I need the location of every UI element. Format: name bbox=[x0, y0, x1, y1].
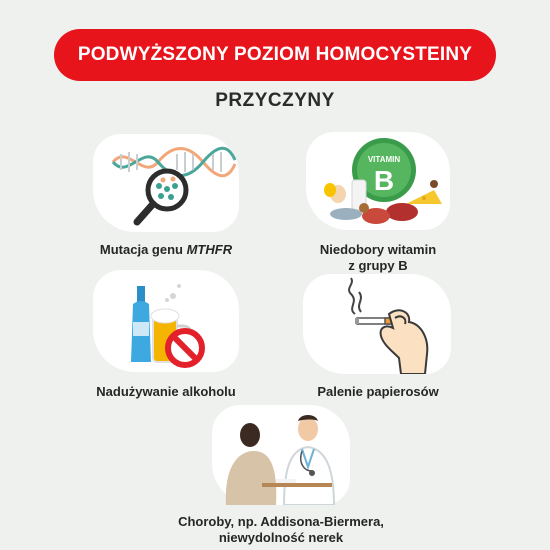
section-subtitle: PRZYCZYNY bbox=[215, 90, 335, 111]
cigarette-hand-icon bbox=[303, 274, 451, 374]
vitamin-letter: B bbox=[373, 165, 395, 196]
vitamin-b-food-icon bbox=[306, 132, 450, 230]
vitamin-word: VITAMIN bbox=[367, 155, 401, 164]
caption-smoking: Palenie papierosów bbox=[317, 384, 439, 399]
caption-alcohol: Nadużywanie alkoholu bbox=[96, 384, 236, 399]
page-title: PODWYŻSZONY POZIOM HOMOCYSTEINY bbox=[77, 44, 473, 65]
alcohol-prohibited-icon bbox=[93, 270, 239, 372]
dna-magnifier-icon bbox=[93, 134, 239, 232]
card-mthfr bbox=[93, 134, 239, 232]
title-banner bbox=[54, 29, 496, 81]
card-diseases bbox=[212, 405, 350, 505]
card-vitamin-b bbox=[306, 132, 450, 230]
caption-vitamin-b: Niedobory witamin z grupy B bbox=[319, 242, 437, 273]
caption-mthfr: Mutacja genu MTHFR bbox=[99, 242, 233, 257]
gene-name: MTHFR bbox=[186, 242, 233, 257]
doctor-patient-icon bbox=[212, 405, 350, 505]
card-smoking bbox=[303, 274, 451, 374]
card-alcohol bbox=[93, 270, 239, 372]
caption-diseases: Choroby, np. Addisona-Biermera, niewydolność nerek bbox=[178, 514, 384, 545]
